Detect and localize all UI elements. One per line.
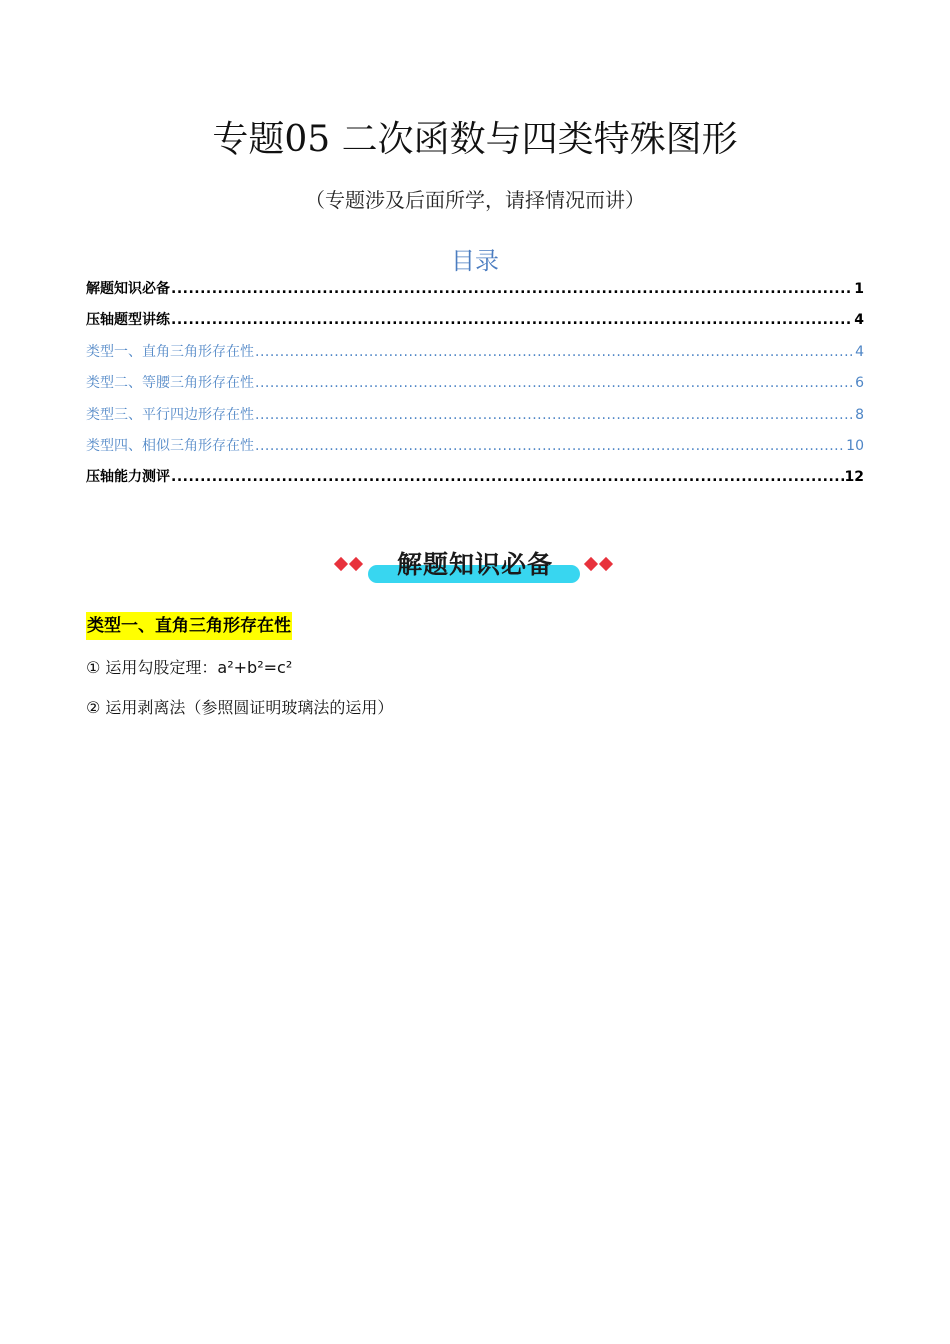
diamond-decoration-right-icon xyxy=(584,557,616,571)
toc-entry-page: 4 xyxy=(854,312,864,329)
section-banner xyxy=(330,543,620,589)
toc-entry-knowledge[interactable] xyxy=(86,274,864,305)
toc-entry-assessment[interactable] xyxy=(86,462,864,493)
toc-heading: 目录 xyxy=(451,247,499,275)
toc-entry-label: 类型四、相似三角形存在性 xyxy=(86,437,254,454)
toc-entry-label: 类型一、直角三角形存在性 xyxy=(86,343,254,360)
section-banner-title: 解题知识必备 xyxy=(396,550,553,579)
toc-entry-type-4[interactable] xyxy=(86,431,864,462)
toc-entry-type-1[interactable] xyxy=(86,337,864,368)
toc-leader-dots xyxy=(255,337,854,368)
toc-entry-practice[interactable] xyxy=(86,305,864,336)
toc-entry-label: 压轴题型讲练 xyxy=(86,312,170,329)
toc-entry-page: 1 xyxy=(854,281,864,297)
toc-leader-dots xyxy=(171,462,844,493)
toc-entry-type-2[interactable] xyxy=(86,368,864,399)
toc-entry-label: 压轴能力测评 xyxy=(86,469,170,486)
document-title: 专题05 二次函数与四类特殊图形 xyxy=(212,119,738,160)
toc-leader-dots xyxy=(171,305,853,336)
document-subtitle: （专题涉及后面所学，请择情况而讲） xyxy=(305,188,645,212)
toc-leader-dots xyxy=(255,368,854,399)
toc-entry-page: 8 xyxy=(855,406,864,423)
toc-leader-dots xyxy=(255,400,854,431)
knowledge-item: ① 运用勾股定理：a²+b²=c² xyxy=(86,658,293,677)
toc-entry-page: 12 xyxy=(844,469,864,486)
toc-leader-dots xyxy=(171,274,853,305)
toc-entry-page: 10 xyxy=(846,437,864,454)
toc-entry-type-3[interactable] xyxy=(86,400,864,431)
knowledge-item: ② 运用剥离法（参照圆证明玻璃法的运用） xyxy=(86,698,394,717)
toc-leader-dots xyxy=(255,431,845,462)
table-of-contents xyxy=(86,274,864,494)
toc-entry-page: 6 xyxy=(855,375,864,392)
toc-entry-label: 类型三、平行四边形存在性 xyxy=(86,406,254,423)
toc-entry-label: 解题知识必备 xyxy=(86,281,170,297)
subsection-title: 类型一、直角三角形存在性 xyxy=(86,612,292,640)
toc-entry-page: 4 xyxy=(855,343,864,360)
toc-entry-label: 类型二、等腰三角形存在性 xyxy=(86,375,254,392)
